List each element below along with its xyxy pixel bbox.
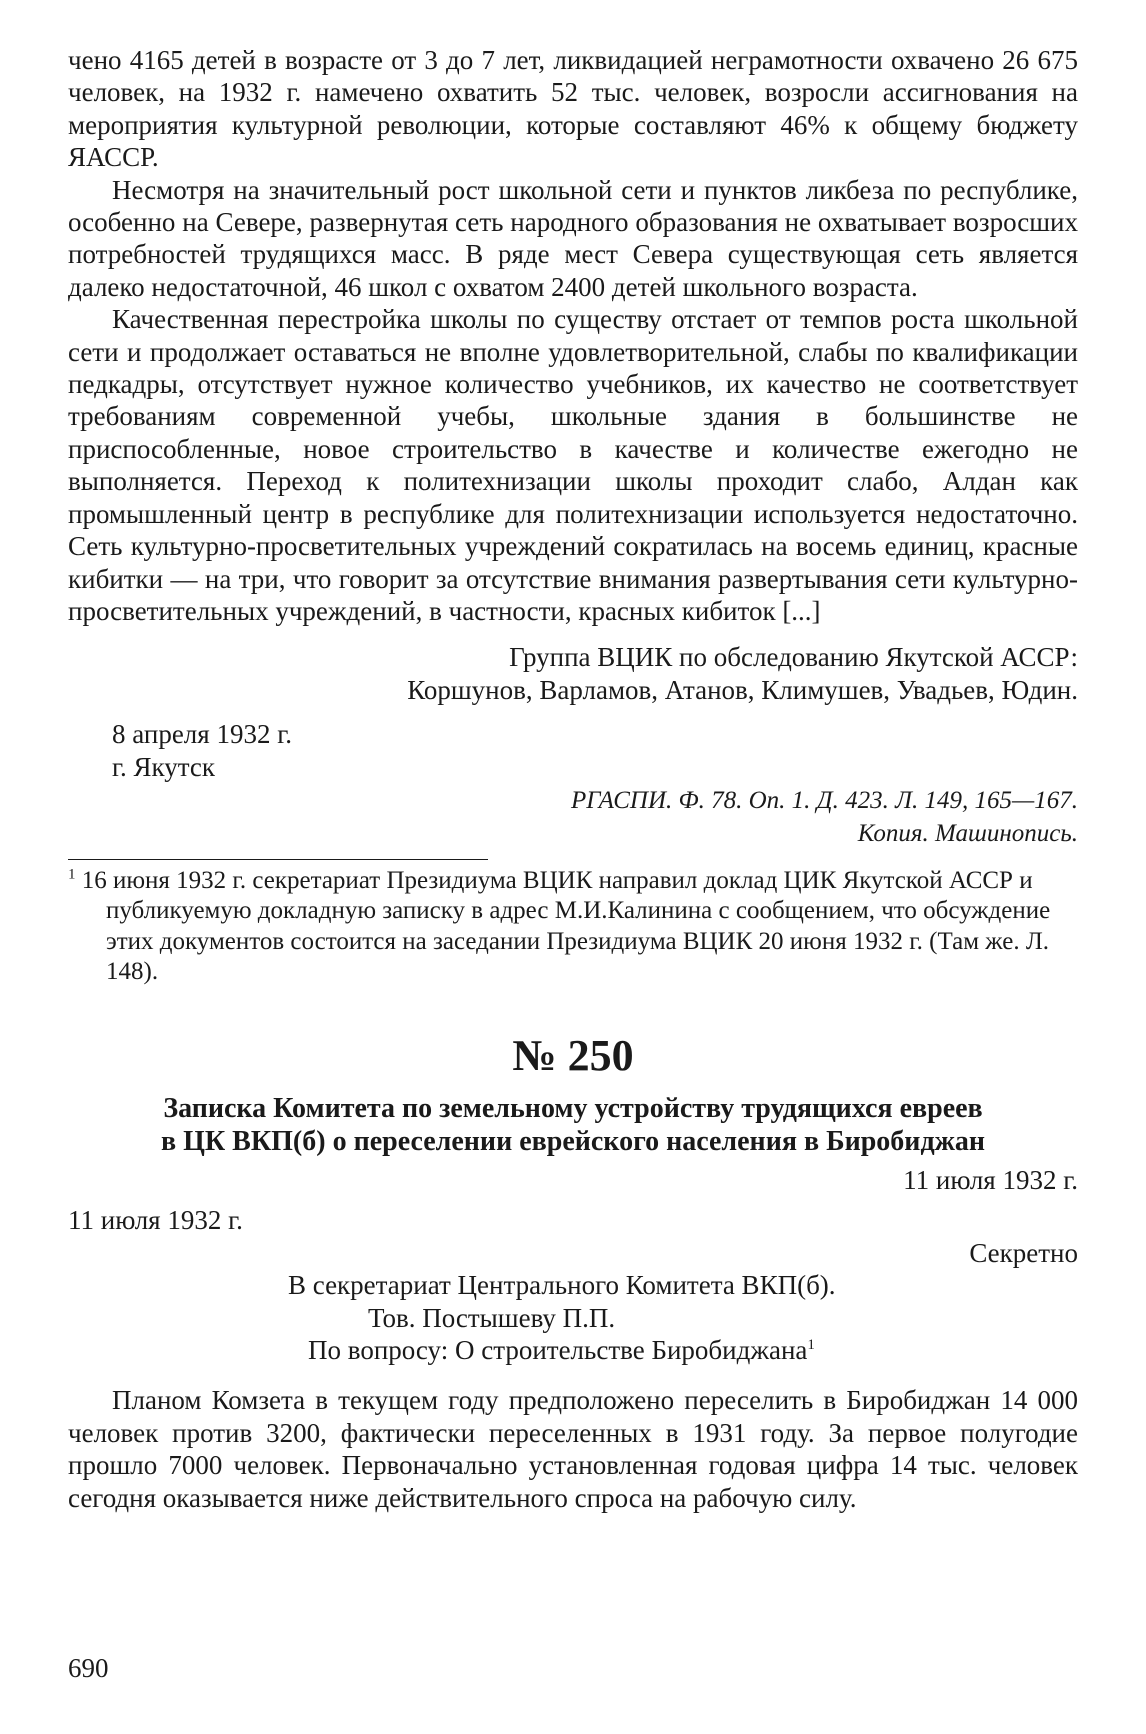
secret-stamp: Секретно	[969, 1237, 1078, 1268]
document-paragraph-1: Планом Комзета в текущем году предположено переселить в Биробиджан 14 000 человек против 3200, фактически переселенных в 1931 году. За первое полугодие прошло 7000 человек. Первоначально установленная годовая цифра 14 тыс. человек сегодня оказывается ниже действительного спроса на рабочую силу.	[68, 1385, 1078, 1513]
page-number: 690	[68, 1653, 109, 1683]
document-title-line-1: Записка Комитета по земельному устройству трудящихся евреев	[163, 1092, 983, 1124]
document-place: г. Якутск	[112, 751, 216, 782]
copy-note: Копия. Машинопись.	[857, 819, 1078, 847]
footnote-text: 16 июня 1932 г. секретариат Президиума ВЦИК направил доклад ЦИК Якутской АССР и публикуемую докладную записку в адрес М.И.Калинина с сообщением, что обсуждение этих документов состоится на заседании Президиума ВЦИК 20 июня 1932 г. (Там же. Л. 148).	[81, 866, 1051, 986]
document-number: № 250	[512, 1030, 634, 1080]
body-paragraph-3: Качественная перестройка школы по существу отстает от темпов роста школьной сети и продолжает оставаться не вполне удовлетворительной, слабы по квалификации педкадры, отсутствует нужное количество учебников, их качество не соответствует требованиям современной учебы, школьные здания в большинстве не приспособленные, новое строительство в качестве и количестве ежегодно не выполняется. Переход к политехнизации школы проходит слабо, Алдан как промышленный центр в республике для политехнизации используется недостаточно. Сеть культурно-просветительных учреждений сократилась на восемь единиц, красные кибитки — на три, что говорит за отсутствие внимания развертывания сети культурно-просветительных учреждений, в частности, красных кибиток [...]	[68, 304, 1078, 626]
body-paragraph-1: чено 4165 детей в возрасте от 3 до 7 лет, ликвидацией неграмотности охвачено 26 675 человек, на 1932 г. намечено охватить 52 тыс. человек, возросли ассигнования на мероприятия культурной революции, которые составляют 46% к общему бюджету ЯАССР.	[68, 45, 1078, 173]
archive-reference: РГАСПИ. Ф. 78. Оп. 1. Д. 423. Л. 149, 165—167.	[570, 786, 1078, 814]
signature-names: Коршунов, Варламов, Атанов, Климушев, Увадьев, Юдин.	[407, 674, 1078, 705]
footnote-marker: 1	[68, 866, 76, 883]
subject-text: По вопросу: О строительстве Биробиджана	[308, 1334, 808, 1365]
subject-line	[68, 1334, 1078, 1366]
footnote	[68, 866, 1078, 988]
footnote-divider	[68, 859, 488, 860]
document-date-right: 11 июля 1932 г.	[903, 1164, 1078, 1195]
signature-group: Группа ВЦИК по обследованию Якутской АССР:	[509, 642, 1078, 673]
document-date-left: 11 июля 1932 г.	[68, 1205, 243, 1236]
addressee-line-1: В секретариат Центрального Комитета ВКП(б).	[288, 1270, 836, 1301]
document-title-line-2: в ЦК ВКП(б) о переселении еврейского населения в Биробиджан	[160, 1125, 986, 1157]
body-paragraph-2: Несмотря на значительный рост школьной сети и пунктов ликбеза по республике, особенно на Севере, развернутая сеть народного образования не охватывает возросших потребностей трудящихся масс. В ряде мест Севера существующая сеть является далеко недостаточной, 46 школ с охватом 2400 детей школьного возраста.	[68, 174, 1078, 302]
addressee-line-2: Тов. Постышеву П.П.	[368, 1302, 616, 1333]
page-content	[68, 44, 1078, 1514]
subject-footnote-ref: 1	[807, 1336, 815, 1353]
document-date: 8 апреля 1932 г.	[112, 719, 292, 750]
